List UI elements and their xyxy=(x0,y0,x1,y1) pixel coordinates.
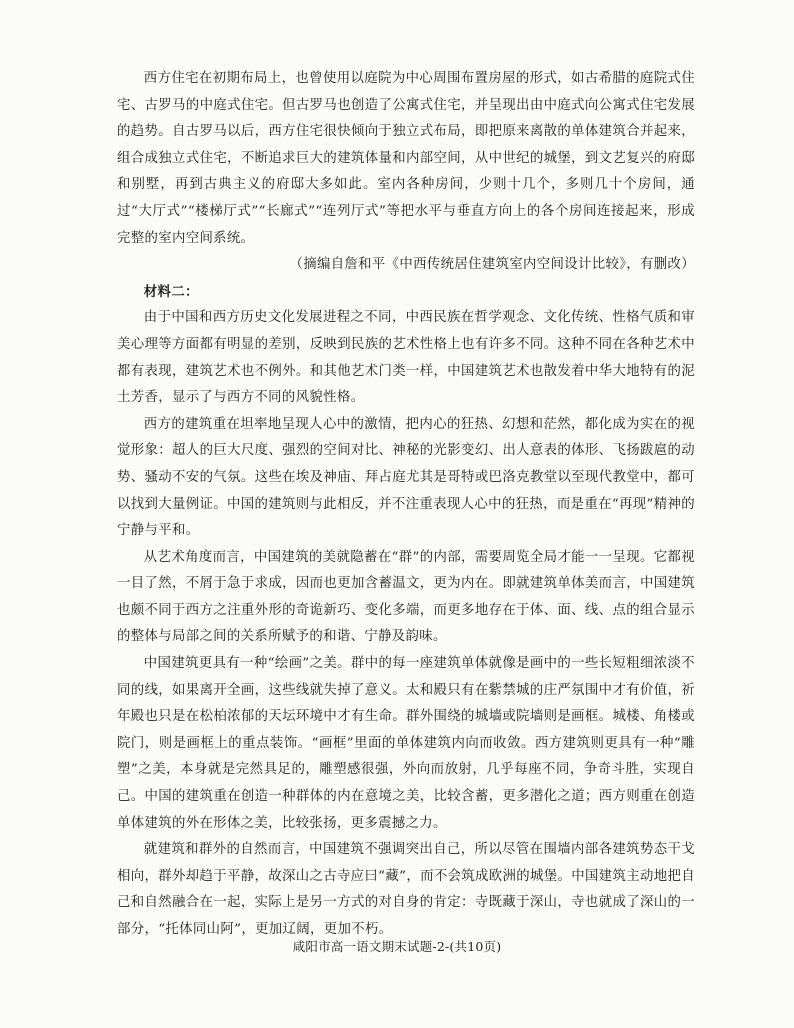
paragraph-painting-beauty: 中国建筑更具有一种“绘画”之美。群中的每一座建筑单体就像是画中的一些长短粗细浓淡不同的线，如果离开全画，这些线就失掉了意义。太和殿只有在紫禁城的庄严氛围中才有价值，祈年殿也只是在松柏浓郁的天坛环境中才有生命。群外围绕的城墙或院墙则是画框。城楼、角楼或院门，则是画框上的重点装饰。“画框”里面的单体建筑内向而收敛。西方建筑则更具有一种“雕塑”之美，本身就是完然具足的，雕塑感很强，外向而放射，几乎每座不同，争奇斗胜，实现自己。中国的建筑重在创造一种群体的内在意境之美，比较含蓄，更多潜化之道；西方则重在创造单体建筑的外在形体之美，比较张扬，更多震撼之力。 xyxy=(117,656,695,831)
page-footer: 咸阳市高一语文期末试题-2-(共10页) xyxy=(292,939,502,954)
reading-passage xyxy=(117,66,695,944)
paragraph-nature-integration: 就建筑和群外的自然而言，中国建筑不强调突出自己，所以尽管在围墙内部各建筑势态干戈相向，群外却趋于平静，故深山之古寺应曰“藏”，而不会筑成欧洲的城堡。中国建筑主动地把自己和自然融合在一起，实际上是另一方式的对自身的肯定：寺既藏于深山，寺也就成了深山的一部分，“托体同山阿”，更加辽阔，更加不朽。 xyxy=(117,842,695,937)
paragraph-western-dwelling-layout: 西方住宅在初期布局上，也曾使用以庭院为中心周围布置房屋的形式，如古希腊的庭院式住宅、古罗马的中庭式住宅。但古罗马也创造了公寓式住宅，并呈现出由中庭式向公寓式住宅发展的趋势。自古罗马以后，西方住宅很快倾向于独立式布局，即把原来离散的单体建筑合并起来，组合成独立式住宅，不断追求巨大的建筑体量和内部空间，从中世纪的城堡，到文艺复兴的府邸和别墅，再到古典主义的府邸大多如此。室内各种房间，少则十几个，多则几十个房间，通过“大厅式”“楼梯厅式”“长廊式”“连列厅式”等把水平与垂直方向上的各个房间连接起来，形成完整的室内空间系统。 xyxy=(117,71,695,246)
source-citation: （摘编自詹和平《中西传统居住建筑室内空间设计比较》，有删改） xyxy=(289,257,695,273)
paragraph-group-beauty: 从艺术角度而言，中国建筑的美就隐蓄在“群”的内部，需要周览全局才能一一呈现。它都视一目了然，不屑于急于求成，因而也更加含蓄温文，更为内在。即就建筑单体美而言，中国建筑也颇不同于西方之注重外形的奇诡新巧、变化多端，而更多地存在于体、面、线、点的组合显示的整体与局部之间的关系所赋予的和谐、宁静及韵味。 xyxy=(117,549,695,645)
paragraph-western-passion: 西方的建筑重在坦率地呈现人心中的激情，把内心的狂热、幻想和茫然，都化成为实在的视觉形象：超人的巨大尺度、强烈的空间对比、神秘的光影变幻、出人意表的体形、飞扬跋扈的动势、骚动不安的气氛。这些在埃及神庙、拜占庭尤其是哥特或巴洛克教堂以至现代教堂中，都可以找到大量例证。中国的建筑则与此相反，并不注重表现人心中的狂热，而是重在“再现”精神的宁静与平和。 xyxy=(117,416,695,539)
paragraph-cultural-difference: 由于中国和西方历史文化发展进程之不同，中西民族在哲学观念、文化传统、性格气质和审美心理等方面都有明显的差别，反映到民族的艺术性格上也有许多不同。这种不同在各种艺术中都有表现，建筑艺术也不例外。和其他艺术门类一样，中国建筑艺术也散发着中华大地特有的泥土芳香，显示了与西方不同的风貌性格。 xyxy=(117,310,695,406)
material-two-heading: 材料二： xyxy=(143,283,199,300)
